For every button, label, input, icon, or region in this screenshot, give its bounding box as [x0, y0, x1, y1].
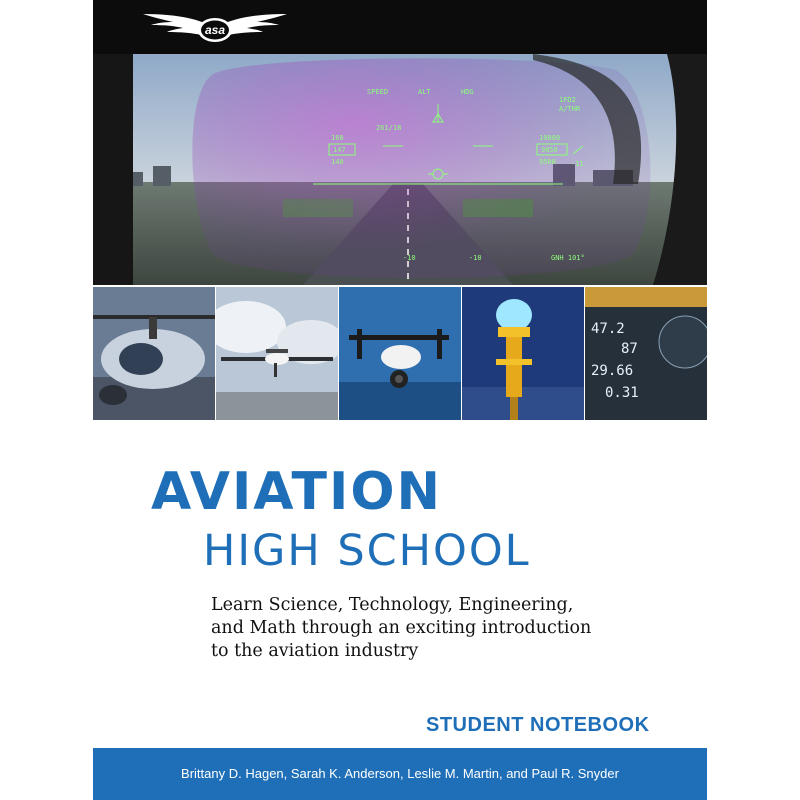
title-line-2: HIGH SCHOOL	[203, 526, 531, 576]
hud-alt-value: 9850	[541, 146, 558, 154]
hud-ground-track: GNH 101°	[551, 254, 585, 262]
subtitle-line-3: to the aviation industry	[211, 641, 419, 661]
book-cover	[93, 0, 707, 800]
hud-pitch-right: -10	[469, 254, 482, 262]
hud-alt-top: 10000	[539, 134, 561, 142]
subtitle-line-2: and Math through an exciting introduction	[211, 618, 592, 638]
top-bar	[93, 0, 707, 54]
svg-text:asa: asa	[204, 23, 226, 37]
readout-1: 47.2	[591, 321, 625, 337]
readout-3: 29.66	[591, 363, 634, 379]
helicopter-photo	[93, 287, 215, 420]
cockpit-hud-photo	[93, 54, 707, 285]
hud-vs-value: -11	[571, 160, 584, 168]
hud-hdg-label: HDG	[461, 88, 474, 96]
jet-landing-photo	[216, 287, 338, 420]
beacon-light-photo	[462, 287, 584, 420]
hud-alt-bottom: 9500	[539, 158, 556, 166]
hud-pitch-left: -10	[403, 254, 416, 262]
hud-athr-label: A/THR	[559, 105, 581, 113]
asa-wings-logo	[135, 6, 295, 50]
drone-photo	[339, 287, 461, 420]
authors-bar	[93, 748, 707, 800]
readout-4: 0.31	[605, 385, 639, 401]
hud-track: 261/18	[376, 124, 402, 132]
title-line-1: AVIATION	[151, 462, 443, 522]
authors: Brittany D. Hagen, Sarah K. Anderson, Leslie M. Martin, and Paul R. Snyder	[181, 766, 619, 781]
readout-2: 87	[621, 341, 638, 357]
hud-speed-value: 147	[333, 146, 346, 154]
subtitle-line-1: Learn Science, Technology, Engineering,	[211, 595, 574, 615]
subtitle	[211, 594, 651, 663]
hud-speed-label: SPEED	[367, 88, 389, 96]
edition-label: STUDENT NOTEBOOK	[426, 714, 650, 736]
hud-speed-top: 160	[331, 134, 344, 142]
hud-alt-label: ALT	[418, 88, 431, 96]
photo-strip	[93, 287, 707, 420]
hud-speed-bottom: 140	[331, 158, 344, 166]
hud-fd-label: 1FD2	[559, 96, 576, 104]
instrument-display-photo	[585, 287, 707, 420]
